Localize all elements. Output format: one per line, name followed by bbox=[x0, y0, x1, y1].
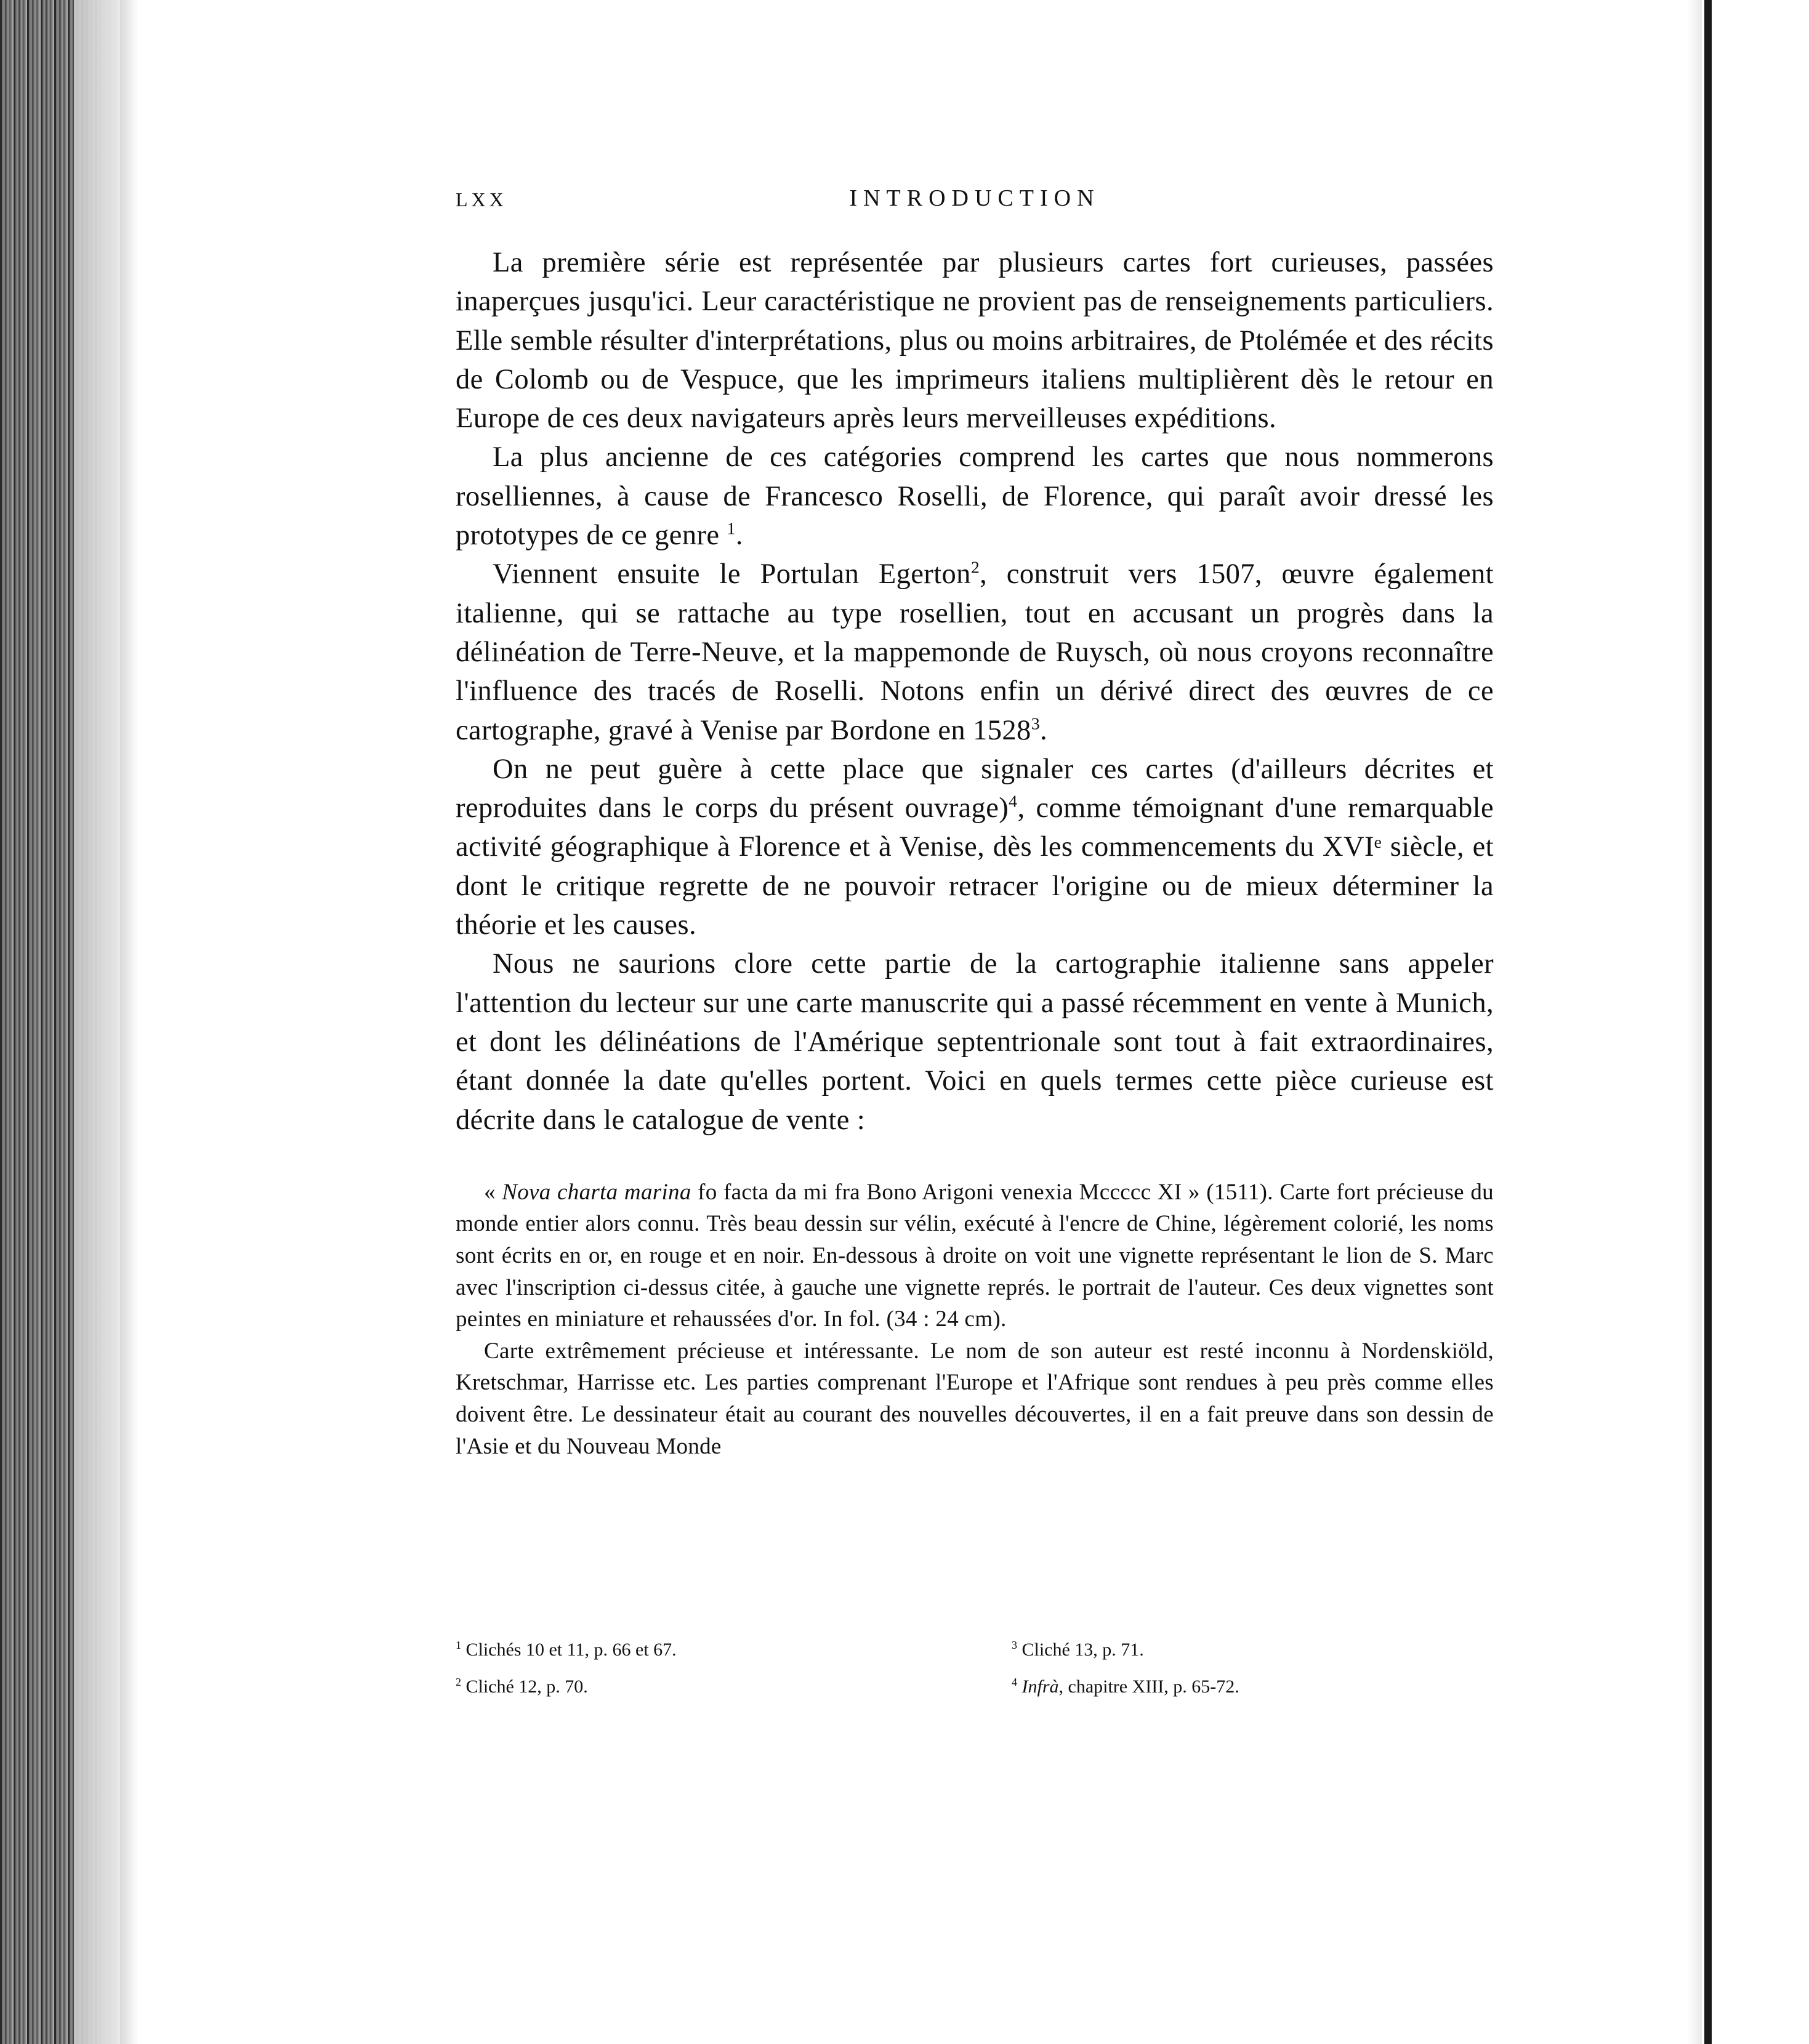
footnote-4: $^4$ Infrà, chapitre XIII, p. 65-72. bbox=[1012, 1676, 1239, 1697]
paragraph-1: La première série est représentée par plusieurs cartes fort curieuses, passées inaperçues jusqu'ici. Leur caractéristique ne provient pas de renseignements particuliers. Elle semble résulter d'interprétations, plus ou moins arbitraires, de Ptolémée et des récits de Colomb ou de Vespuce, que les imprimeurs italiens multiplièrent dès le retour en Europe de ces deux navigateurs après leurs merveilleuses expéditions. bbox=[456, 247, 1494, 435]
page-shadow bbox=[120, 0, 139, 2044]
footnote-ref-1: 1 bbox=[727, 519, 736, 539]
quote-paragraph-2: Carte extrêmement précieuse et intéressante. Le nom de son auteur est resté inconnu à Nordenskiöld, Kretschmar, Harrisse etc. Les parties comprenant l'Europe et l'Afrique sont rendues à peu près comme elles doivent être. Le dessinateur était au courant des nouvelles découvertes, il en a fait preuve dans son dessin de l'Asie et du Nouveau Monde bbox=[456, 1338, 1494, 1459]
paragraph-3: Viennent ensuite le Portulan Egerton$^2$, construit vers 1507, œuvre également italienne, qui se rattache au type rosellien, tout en accusant un progrès dans la délinéation de Terre-Neuve, et la mappemonde de Ruysch, où nous croyons reconnaître l'influence des tracés de Roselli. Notons enfin un dérivé direct des œuvres de ce cartographe, gravé à Venise par Bordone en 1528$^3$. bbox=[456, 558, 1494, 746]
footnote-3: $^3$ Cliché 13, p. 71. bbox=[1012, 1639, 1144, 1660]
paragraph-2: La plus ancienne de ces catégories comprend les cartes que nous nommerons roselliennes, à cause de Francesco Roselli, de Florence, qui paraît avoir dressé les prototypes de ce genre $^1$. bbox=[456, 441, 1494, 552]
page-content bbox=[456, 185, 1494, 1697]
footnotes bbox=[456, 1632, 1494, 1705]
paragraph-5: Nous ne saurions clore cette partie de la cartographie italienne sans appeler l'attention du lecteur sur une carte manuscrite qui a passé récemment en vente à Munich, et dont les délinéations de l'Amérique septentrionale sont tout à fait extraordinaires, étant donnée la date qu'elles portent. Voici en quels termes cette pièce curieuse est décrite dans le catalogue de vente : bbox=[456, 948, 1494, 1136]
catalogue-quotation bbox=[456, 1177, 1494, 1462]
footnote-ref-4: 4 bbox=[1009, 792, 1018, 811]
running-head bbox=[456, 185, 1494, 222]
page-number: LXX bbox=[456, 188, 507, 211]
quote-map-title: Nova charta marina bbox=[502, 1179, 691, 1205]
body-text bbox=[456, 243, 1494, 1140]
quote-paragraph-1: « Nova charta marina fo facta da mi fra Bono Arigoni venexia Mccccc XI » (1511). Carte fort précieuse du monde entier alors connu. Très beau dessin sur vélin, exécuté à l'encre de Chine, légèrement colorié, les noms sont écrits en or, en rouge et en noir. En-dessous à droite on voit une vignette représentant le lion de S. Marc avec l'inscription ci-dessus citée, à gauche une vignette représ. le portrait de l'auteur. Ces deux vignettes sont peintes en miniature et rehaussées d'or. In fol. (34 : 24 cm). bbox=[456, 1179, 1494, 1332]
footnote-2: $^2$ Cliché 12, p. 70. bbox=[456, 1676, 588, 1697]
book-page-edge-right bbox=[1704, 0, 1712, 2044]
paragraph-4: On ne peut guère à cette place que signaler ces cartes (d'ailleurs décrites et reproduites dans le corps du présent ouvrage)$^4$, comme témoignant d'une remarquable activité géographique à Florence et à Venise, dès les commencements du XVIᵉ siècle, et dont le critique regrette de ne pouvoir retracer l'origine ou de mieux déterminer la théorie et les causes. bbox=[456, 753, 1494, 941]
footnote-1: $^1$ Clichés 10 et 11, p. 66 et 67. bbox=[456, 1639, 677, 1660]
running-title: INTRODUCTION bbox=[849, 185, 1100, 211]
footnote-ref-2: 2 bbox=[970, 558, 980, 577]
page-margin-right bbox=[1702, 0, 1809, 2044]
footnote-ref-3: 3 bbox=[1031, 714, 1041, 734]
